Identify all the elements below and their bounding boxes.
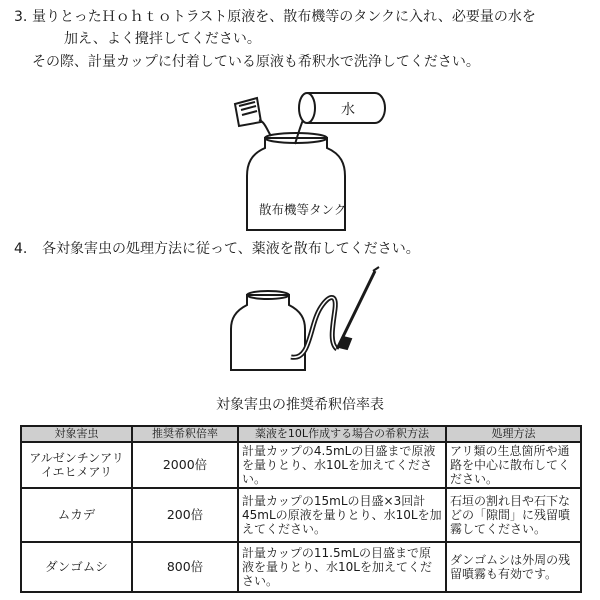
- pest-cell: ダンゴムシ: [21, 542, 132, 592]
- sprayer-illustration: [225, 265, 395, 375]
- treatment-line: 霧してください。: [450, 522, 547, 536]
- step-3-line-3: その際、計量カップに付着している原液も希釈水で洗浄してください。: [32, 54, 480, 70]
- treatment-line: どの「隙間」に残留噴: [450, 508, 571, 522]
- table-title: 対象害虫の推奨希釈倍率表: [216, 397, 384, 413]
- treatment-line: アリ類の生息箇所や通: [450, 444, 570, 458]
- tank-label: 散布機等タンク: [259, 202, 347, 217]
- table-header-row: [21, 426, 581, 442]
- treatment-cell: [446, 442, 581, 488]
- treatment-line: 路を中心に散布してく: [450, 458, 571, 472]
- step-4-number: 4.: [14, 241, 28, 257]
- table-row: [21, 442, 581, 488]
- method-cell: 計量カップの15mLの目盛×3回計45mLの原液を量りとり、水10Lを加えてください。: [238, 488, 446, 542]
- hose-icon: [291, 298, 337, 358]
- measuring-cup-icon: [235, 98, 271, 136]
- treatment-line: 石垣の割れ目や石下な: [450, 494, 571, 508]
- step-4-text: 各対象害虫の処理方法に従って、薬液を散布してください。: [42, 241, 420, 257]
- treatment-line: ださい。: [450, 472, 499, 486]
- ratio-cell: 2000倍: [132, 442, 238, 488]
- tank-pour-illustration: [225, 90, 395, 232]
- step-3-line-2: 加え、よく攪拌してください。: [64, 31, 261, 47]
- pest-cell: アルゼンチンアリ イエヒメアリ: [21, 442, 132, 488]
- spray-wand-icon: [337, 267, 379, 349]
- treatment-cell: [446, 542, 581, 592]
- method-cell: 計量カップの11.5mLの目盛まで原液を量りとり、水10Lを加えてください。: [238, 542, 446, 592]
- method-cell: 計量カップの4.5mLの目盛まで原液を量りとり、水10Lを加えてください。: [238, 442, 446, 488]
- pest-cell: ムカデ: [21, 488, 132, 542]
- table-row: [21, 542, 581, 592]
- header-method: 薬液を10L作成する場合の希釈方法: [238, 426, 446, 442]
- table-row: [21, 488, 581, 542]
- header-pest: 対象害虫: [21, 426, 132, 442]
- header-treatment: 処理方法: [446, 426, 581, 442]
- ratio-cell: 800倍: [132, 542, 238, 592]
- treatment-line: ダンゴムシは外周の残: [450, 553, 571, 567]
- water-label: 水: [341, 102, 355, 118]
- header-ratio: 推奨希釈倍率: [132, 426, 238, 442]
- step-3-number: 3.: [14, 9, 28, 25]
- water-container-icon: [295, 93, 385, 144]
- treatment-cell: [446, 488, 581, 542]
- dilution-table: [20, 425, 582, 593]
- treatment-line: 留噴霧も有効です。: [450, 567, 558, 581]
- ratio-cell: 200倍: [132, 488, 238, 542]
- step-3-line-1: 量りとったＨｏｈｔｏトラスト原液を、散布機等のタンクに入れ、必要量の水を: [32, 9, 536, 25]
